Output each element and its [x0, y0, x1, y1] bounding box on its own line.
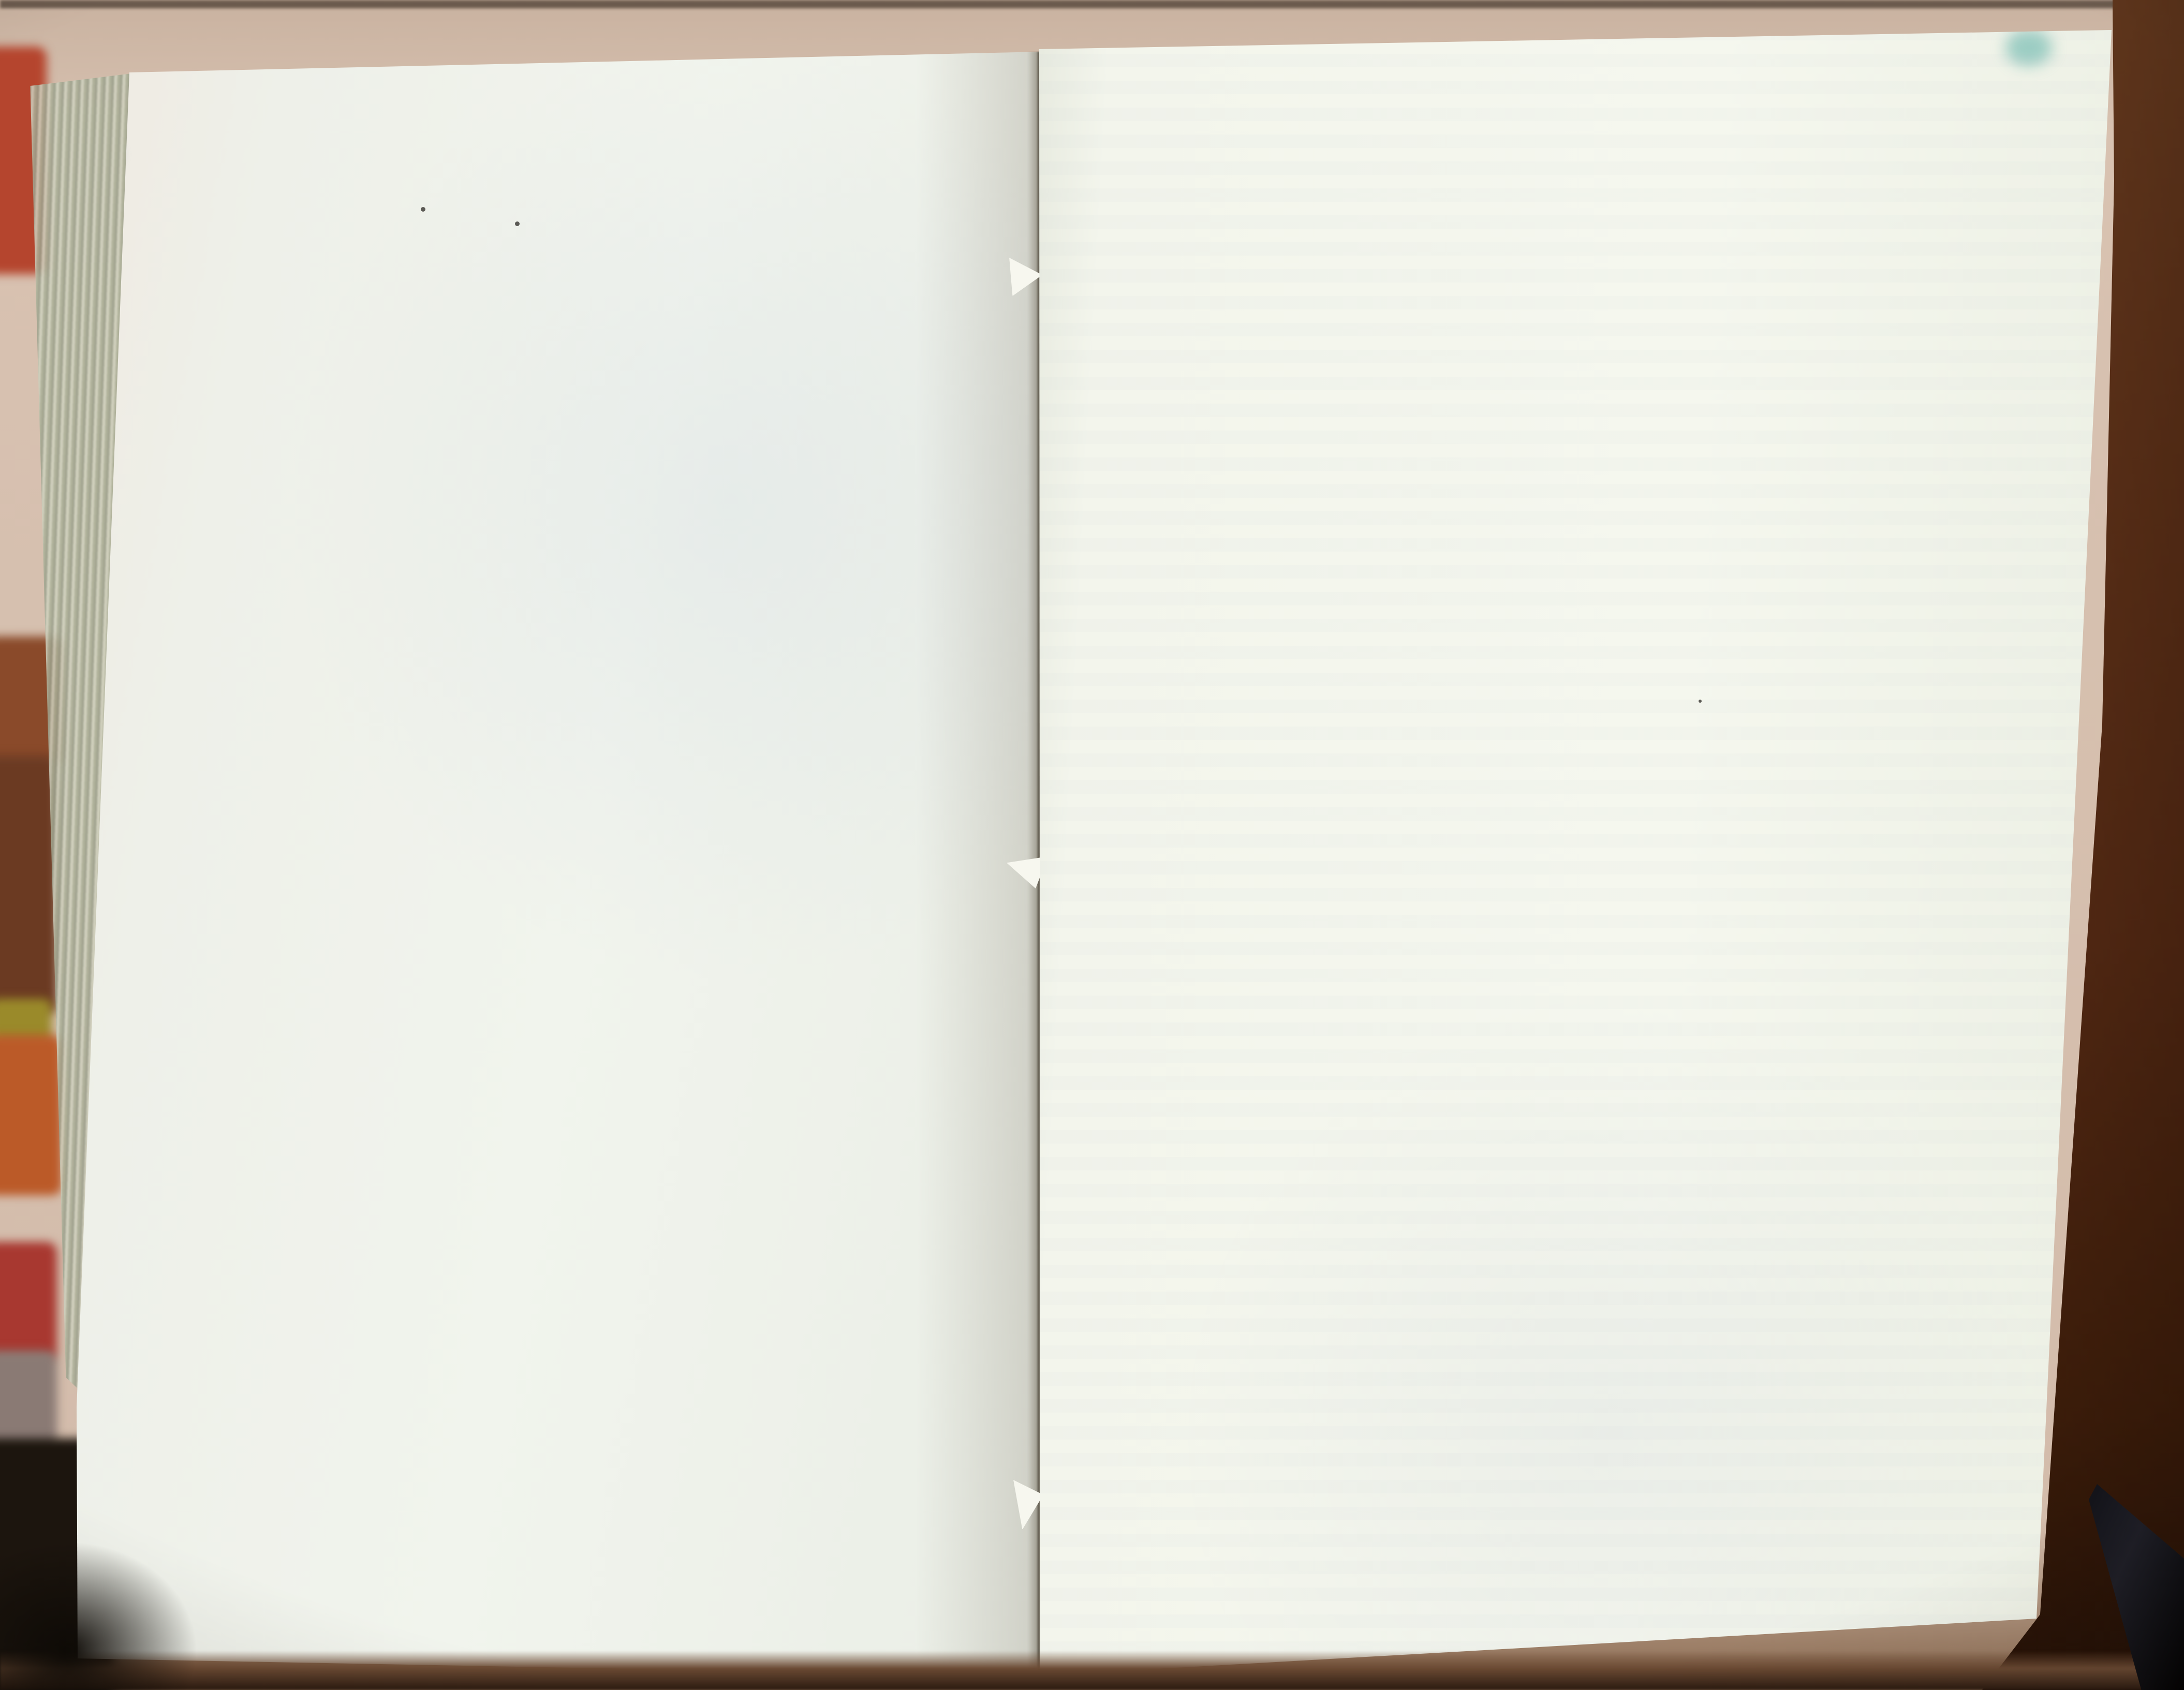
table-shadow-bottom: [0, 1651, 2184, 1690]
teal-ink-smudge: [2005, 29, 2052, 66]
color-patch-gray: [0, 1351, 57, 1449]
corner-shadow: [0, 1542, 197, 1690]
paper-speck: [421, 207, 425, 212]
paper-speck: [1699, 700, 1702, 703]
color-patch-dark-red: [0, 1242, 57, 1361]
color-patch-orange: [0, 1035, 62, 1195]
paper-speck: [515, 221, 520, 226]
left-page: [0, 0, 1040, 1690]
pen-highlight: [2110, 1484, 2180, 1541]
bleedthrough-text-mirrored: [69, 12, 1048, 1686]
typed-register-list: [1021, 0, 2184, 1690]
photo-top-edge-shadow: [0, 0, 2184, 8]
color-patch-brown: [0, 755, 57, 1014]
right-page: [1038, 0, 2184, 1690]
